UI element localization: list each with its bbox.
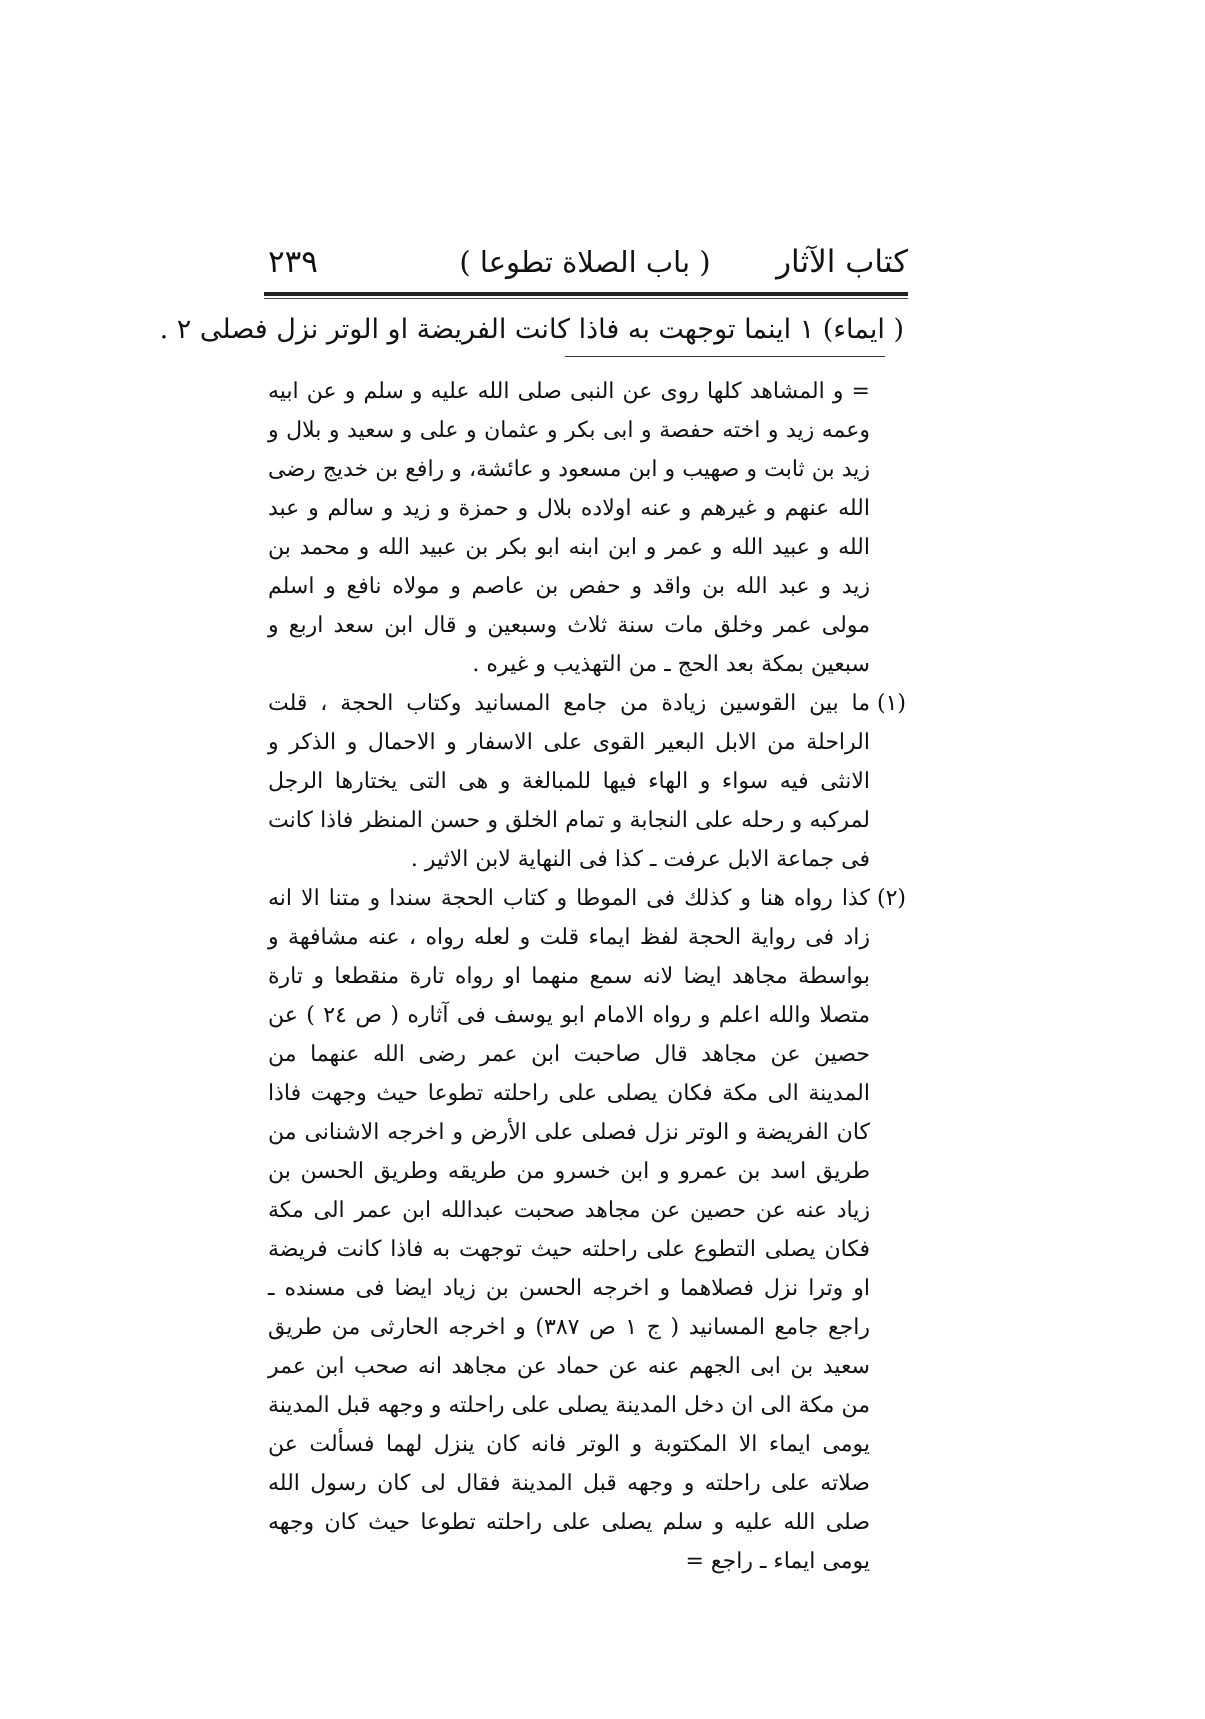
book-title: كتاب الآثار — [776, 244, 908, 280]
footnotes — [268, 372, 906, 1581]
footnote-1 — [268, 684, 906, 879]
main-text: ( ايماء) ١ اينما توجهت به فاذا كانت الفريضة او الوتر نزل فصلى ٢ . — [159, 314, 904, 345]
page-number: ٢٣٩ — [268, 244, 318, 280]
header-rule-thin — [264, 298, 908, 299]
footnote-continuation: = و المشاهد كلها روى عن النبى صلى الله عليه و سلم و عن ابيه وعمه زيد و اخته حفصة و ابى بكر و عثمان و على و سعيد و بلال و زيد بن ثابت و صهيب و ابن مسعود و عائشة، و رافع بن خديج رضى الله عنهم و غيرهم و عنه اولاده بلال و حمزة و زيد و سالم و عبد الله و عبيد الله و عمر و ابن ابنه ابو بكر بن عبيد الله و محمد بن زيد و عبد الله بن واقد و حفص بن عاصم و مولاه نافع و اسلم مولى عمر وخلق مات سنة ثلاث وسبعين و قال ابن سعد اربع و سبعين بمكة بعد الحج ـ من التهذيب و غيره . — [268, 379, 870, 677]
footnote-2-number: (٢) — [876, 886, 906, 911]
footnote-2 — [268, 879, 906, 1581]
chapter-title: ( باب الصلاة تطوعا ) — [459, 245, 711, 279]
footnote-2-text: كذا رواه هنا و كذلك فى الموطا و كتاب الحجة سندا و متنا الا انه زاد فى رواية الحجة لفظ ايماء قلت و لعله رواه ، عنه مشافهة و بواسطة مجاهد ايضا لانه سمع منهما او رواه تارة منقطعا و تارة متصلا والله اعلم و رواه الامام ابو يوسف فى آثاره ( ص ٢٤ ) عن حصين عن مجاهد قال صاحبت ابن عمر رضى الله عنهما من المدينة الى مكة فكان يصلى على راحلته تطوعا حيث وجهت فاذا كان الفريضة و الوتر نزل فصلى على الأرض و اخرجه الاشنانى من طريق اسد بن عمرو و ابن خسرو من طريقه وطريق الحسن بن زياد عنه عن حصين عن مجاهد صحبت عبدالله ابن عمر الى مكة فكان يصلى التطوع على راحلته حيث توجهت به فاذا كانت فريضة او وترا نزل فصلاهما و اخرجه الحسن بن زياد ايضا فى مسنده ـ راجع جامع المسانيد ( ج ١ ص ٣٨٧) و اخرجه الحارثى من طريق سعيد بن ابى الجهم عنه عن حماد عن مجاهد انه صحب ابن عمر من مكة الى ان دخل المدينة يصلى على راحلته و وجهه قبل المدينة يومى ايماء الا المكتوبة و الوتر فانه كان ينزل لهما فسألت عن صلاته على راحلته و وجهه قبل المدينة فقال لى كان رسول الله صلى الله عليه و سلم يصلى على راحلته تطوعا حيث كان وجهه يومى ايماء ـ راجع = — [268, 886, 871, 1574]
footnote-separator — [565, 356, 885, 357]
page-header — [262, 242, 908, 292]
footnote-1-text: ما بين القوسين زيادة من جامع المسانيد وكتاب الحجة ، قلت الراحلة من الابل البعير القوى على الاسفار و الاحمال و الذكر و الانثى فيه سواء و الهاء فيها للمبالغة و هى التى يختارها الرجل لمركبه و رحله على النجابة و تمام الخلق و حسن المنظر فاذا كانت فى جماعة الابل عرفت ـ كذا فى النهاية لابن الاثير . — [268, 691, 870, 872]
footnote-1-number: (١) — [876, 691, 906, 716]
header-rule-thick — [264, 292, 908, 296]
